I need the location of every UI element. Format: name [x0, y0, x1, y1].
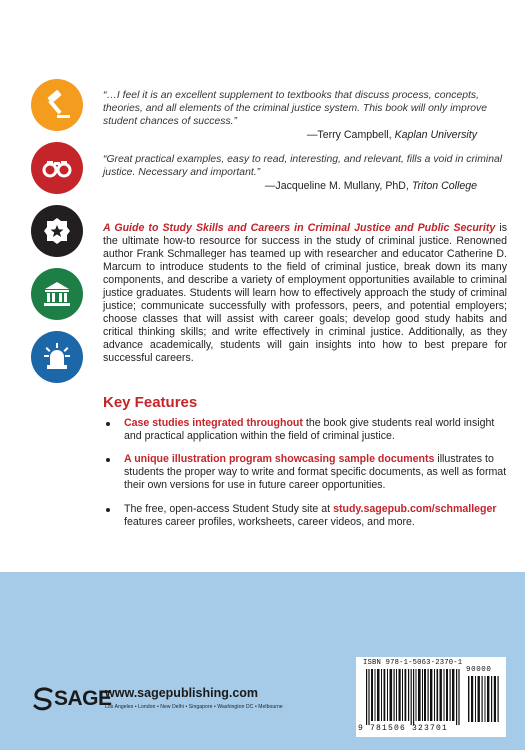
price-code: 90000 — [466, 666, 492, 674]
book-title: A Guide to Study Skills and Careers in Criminal Justice and Public Security — [103, 222, 496, 234]
feature-text: illustrates to students the proper way to write and format specific documents, as well as format their own versions for use in future career opportunities. — [124, 453, 507, 492]
siren-icon — [31, 331, 83, 383]
bullet-dot — [106, 508, 110, 512]
gavel-icon — [31, 79, 83, 131]
testimonial-author: —Jacqueline M. Mullany, PhD, — [264, 180, 409, 192]
sage-wordmark: SAGE — [54, 687, 112, 710]
sage-logo — [31, 685, 112, 713]
testimonial-quote-2: “Great practical examples, easy to read, interesting, and relevant, fills a void in criminal justice. Necessary and important.” — [103, 154, 503, 179]
feature-highlight: Case studies integrated throughout — [124, 417, 303, 429]
testimonial-attribution-1 — [103, 129, 477, 142]
key-feature-item — [124, 503, 507, 529]
isbn-number: ISBN 978-1-5063-2370-1 — [363, 659, 463, 667]
feature-highlight: A unique illustration program showcasing sample documents — [124, 453, 435, 465]
bullet-dot — [106, 422, 110, 426]
police-badge-icon — [31, 205, 83, 257]
publisher-url[interactable]: www.sagepublishing.com — [105, 686, 259, 700]
description-body: is the ultimate how-to resource for success in the study of criminal justice. Renowned author Frank Schmalleger has teamed up with researcher and educator Catherine D. Marcum to introduce students to the field of criminal justice, break down its many components, and describe a variety of employment opportunities available to criminal justice graduates. Students will learn how to effectively approach the study of criminal justice; communicate successfully with professors, peers, and potential employers; choose classes that will assist with career goals; develop good study habits and critical thinking skills; and write effectively in criminal justice. Additionally, as they advance academically, students will gain insights into how to best prepare for successful careers. — [103, 222, 508, 365]
testimonial-author: —Terry Campbell, — [306, 129, 392, 141]
book-description — [103, 222, 507, 366]
bullet-dot — [106, 458, 110, 462]
study-site-link[interactable]: study.sagepub.com/schmalleger — [333, 503, 497, 515]
key-feature-item — [124, 453, 507, 492]
key-feature-item — [124, 417, 507, 443]
publisher-cities: Los Angeles • London • New Delhi • Singapore • Washington DC • Melbourne — [105, 704, 283, 710]
testimonial-attribution-2 — [103, 180, 477, 193]
feature-text: the book give students real world insight and practical application within the field of criminal justice. — [124, 417, 495, 443]
feature-text-prefix: The free, open-access Student Study site at — [124, 503, 334, 515]
price-barcode-bars — [468, 676, 500, 722]
handcuffs-icon — [31, 142, 83, 194]
testimonial-affiliation: Triton College — [411, 180, 477, 192]
ean-barcode-bars — [366, 669, 462, 725]
ean-digits: 9 781506 323701 — [358, 724, 449, 733]
testimonial-quote-1: “…I feel it is an excellent supplement to textbooks that discuss process, concepts, theories, and all elements of the criminal justice system. This book will only improve student chances of success.” — [103, 90, 488, 128]
courthouse-icon — [31, 268, 83, 320]
key-features-heading: Key Features — [103, 394, 198, 411]
isbn-barcode — [356, 657, 506, 737]
feature-text: features career profiles, worksheets, career videos, and more. — [124, 516, 415, 529]
testimonial-affiliation: Kaplan University — [394, 129, 477, 141]
